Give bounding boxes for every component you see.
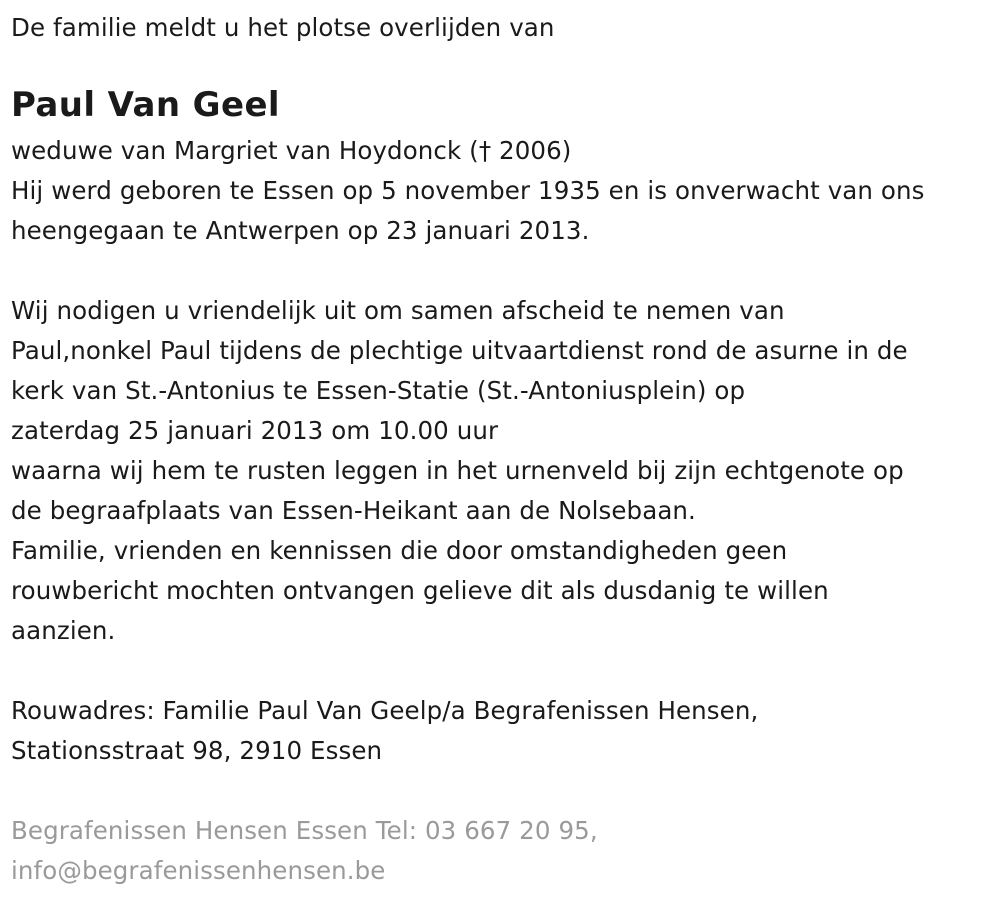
spacer [11, 651, 1000, 691]
address-block [11, 691, 1000, 771]
service-line: zaterdag 25 januari 2013 om 10.00 uur [11, 416, 499, 445]
intro-text: De familie meldt u het plotse overlijden van [11, 13, 555, 42]
details-line: heengegaan te Antwerpen op 23 januari 2013. [11, 216, 590, 245]
service-line: de begraafplaats van Essen-Heikant aan de Nolsebaan. [11, 496, 696, 525]
service-line: waarna wij hem te rusten leggen in het urnenveld bij zijn echtgenote op [11, 456, 904, 485]
details-block [11, 131, 1000, 251]
details-line: Hij werd geboren te Essen op 5 november 1935 en is onverwacht van ons [11, 176, 925, 205]
spacer [11, 771, 1000, 811]
service-line: Wij nodigen u vriendelijk uit om samen afscheid te nemen van [11, 296, 785, 325]
spacer [11, 251, 1000, 291]
address-line: Rouwadres: Familie Paul Van Geelp/a Begrafenissen Hensen, [11, 696, 759, 725]
service-line: rouwbericht mochten ontvangen gelieve dit als dusdanig te willen [11, 576, 829, 605]
details-line: weduwe van Margriet van Hoydonck († 2006) [11, 136, 572, 165]
service-line: Paul,nonkel Paul tijdens de plechtige uitvaartdienst rond de asurne in de [11, 336, 908, 365]
service-line: Familie, vrienden en kennissen die door omstandigheden geen [11, 536, 788, 565]
service-line: kerk van St.-Antonius te Essen-Statie (St.-Antoniusplein) op [11, 376, 746, 405]
footer-block [11, 811, 1000, 891]
service-line: aanzien. [11, 616, 116, 645]
footer-contact: Begrafenissen Hensen Essen Tel: 03 667 20 95, [11, 816, 598, 845]
deceased-name: Paul Van Geel [11, 85, 280, 125]
footer-email: info@begrafenissenhensen.be [11, 856, 386, 885]
address-line: Stationsstraat 98, 2910 Essen [11, 736, 383, 765]
service-block [11, 291, 1000, 651]
